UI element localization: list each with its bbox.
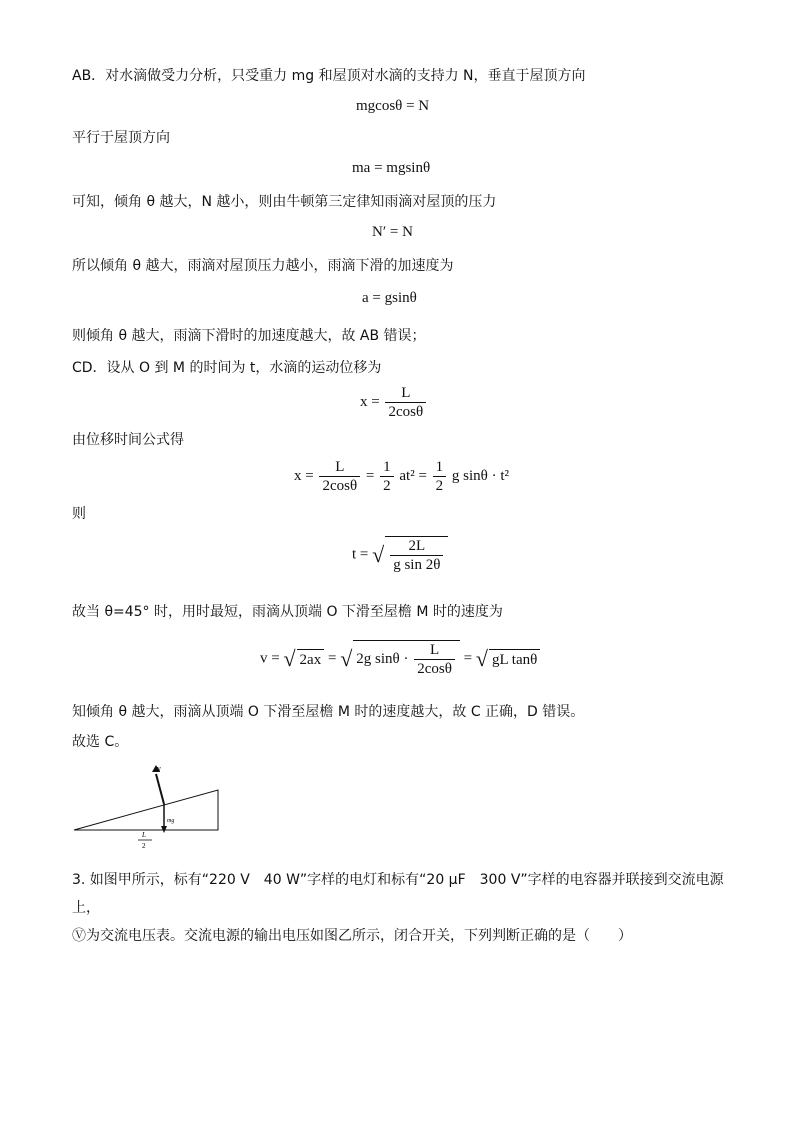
label-n: N [156,766,161,774]
normal-force-arrow [156,774,164,804]
label-l: L [142,831,146,839]
question-3 [72,866,732,950]
text-line-8: 则 [72,506,86,522]
text-line-5: 则倾角 θ 越大，雨滴下滑时的加速度越大，故 AB 错误； [72,328,426,344]
equation-5: x = $\frac{L}{2\cos\theta}$ [360,384,428,421]
question-3-line-2: Ⓥ为交流电压表。交流电源的输出电压如图乙所示，闭合开关，下列判断正确的是（ ） [72,928,632,944]
text-line-10: 知倾角 θ 越大，雨滴从顶端 O 下滑至屋檐 M 时的速度越大，故 C 正确，D 错误。 [72,704,585,720]
text-line-4: 所以倾角 θ 越大，雨滴对屋顶压力越小，雨滴下滑的加速度为 [72,258,454,274]
equation-2: ma = mgsinθ [352,160,431,176]
label-2: 2 [142,842,146,850]
equation-8: v = √ 2ax = √ 2g sinθ · $\frac{L}{2\cos\theta}$ = √ gL tanθ [260,640,540,678]
text-line-1: AB．对水滴做受力分析，只受重力 mg 和屋顶对水滴的支持力 N，垂直于屋顶方向 [72,68,586,84]
force-diagram [68,760,228,852]
label-mg: mg [167,818,175,824]
equation-1: mgcosθ = N [356,98,430,114]
text-line-3: 可知，倾角 θ 越大，N 越小，则由牛顿第三定律知雨滴对屋顶的压力 [72,194,497,210]
equation-3: N′ = N [372,224,413,240]
text-line-9: 故当 θ=45° 时，用时最短，雨滴从顶端 O 下滑至屋檐 M 时的速度为 [72,604,503,620]
text-line-11: 故选 C。 [72,734,129,750]
text-line-2: 平行于屋顶方向 [72,130,170,146]
equation-7: t = √ $\frac{2L}{\text{g sin 2θ}}$ [352,536,448,574]
text-line-7: 由位移时间公式得 [72,432,184,448]
question-3-line-1: 3. 如图甲所示，标有“220 V 40 W”字样的电灯和标有“20 μF 300 V”字样的电容器并联接到交流电源上， [72,872,724,916]
roof-triangle [74,790,218,830]
text-line-6: CD．设从 O 到 M 的时间为 t，水滴的运动位移为 [72,360,382,376]
equation-4: a = gsinθ [362,290,417,306]
equation-6: x = $\frac{L}{2\cos\theta}$ = $\frac{1}{2}$ at² = $\frac{1}{2}$ g sinθ · t² [294,459,510,494]
